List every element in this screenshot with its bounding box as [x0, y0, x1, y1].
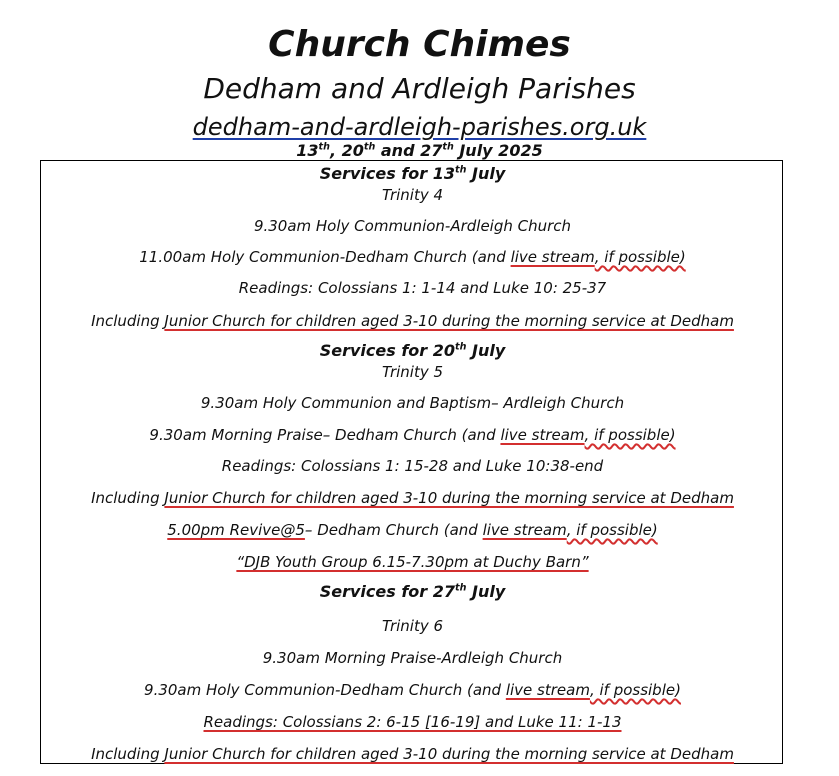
week2-youth-group	[41, 553, 784, 571]
week2-service-2: 9.30am Morning Praise– Dedham Church (and live stream, if possible)	[149, 426, 676, 444]
week1-junior-church: Including Junior Church for children aged 3-10 during the morning service at Dedham	[91, 312, 734, 330]
junior-church-link[interactable]: Junior Church for children aged 3-10 during the morning service at Dedham	[164, 745, 734, 763]
week2-junior-church: Including Junior Church for children aged 3-10 during the morning service at Dedham	[91, 489, 734, 507]
live-stream-link[interactable]: live stream	[510, 248, 595, 266]
week1-heading: Services for 13th July	[319, 164, 506, 183]
live-stream-link[interactable]: live stream	[482, 521, 567, 539]
week1-service-1: 9.30am Holy Communion-Ardleigh Church	[253, 217, 572, 235]
week2-trinity: Trinity 5	[381, 363, 444, 381]
week2-heading: Services for 20th July	[319, 341, 506, 360]
youth-group-link[interactable]: “DJB Youth Group 6.15-7.30pm at Duchy Barn”	[236, 553, 589, 571]
junior-church-link[interactable]: Junior Church for children aged 3-10 during the morning service at Dedham	[164, 312, 734, 330]
week2-revive: 5.00pm Revive@5– Dedham Church (and live stream, if possible)	[167, 521, 658, 539]
issue-dates: 13th, 20th and 27th July 2025	[296, 141, 543, 160]
week3-junior-church: Including Junior Church for children aged 3-10 during the morning service at Dedham	[91, 745, 734, 763]
website-link[interactable]: dedham-and-ardleigh-parishes.org.uk	[192, 113, 647, 141]
live-stream-link[interactable]: live stream	[505, 681, 590, 699]
live-stream-link[interactable]: live stream	[500, 426, 585, 444]
week1-service-2: 11.00am Holy Communion-Dedham Church (and live stream, if possible)	[139, 248, 686, 266]
website-link-line	[0, 113, 839, 141]
week1-trinity: Trinity 4	[381, 186, 444, 204]
week1-readings: Readings: Colossians 1: 1-14 and Luke 10: 25-37	[238, 279, 607, 297]
week3-service-2: 9.30am Holy Communion-Dedham Church (and live stream, if possible)	[144, 681, 681, 699]
newsletter-title: Church Chimes	[268, 24, 571, 65]
week3-trinity: Trinity 6	[381, 617, 444, 635]
week3-heading: Services for 27th July	[319, 582, 506, 601]
week2-service-1: 9.30am Holy Communion and Baptism– Ardleigh Church	[200, 394, 625, 412]
revive-link[interactable]: 5.00pm Revive@5	[167, 521, 305, 539]
week3-service-1: 9.30am Morning Praise-Ardleigh Church	[262, 649, 563, 667]
week2-readings: Readings: Colossians 1: 15-28 and Luke 10:38-end	[221, 457, 604, 475]
junior-church-link[interactable]: Junior Church for children aged 3-10 during the morning service at Dedham	[164, 489, 734, 507]
parish-subtitle: Dedham and Ardleigh Parishes	[203, 72, 636, 105]
week3-readings: Readings: Colossians 2: 6-15 [16-19] and Luke 11: 1-13	[203, 713, 622, 731]
services-box	[40, 160, 783, 764]
